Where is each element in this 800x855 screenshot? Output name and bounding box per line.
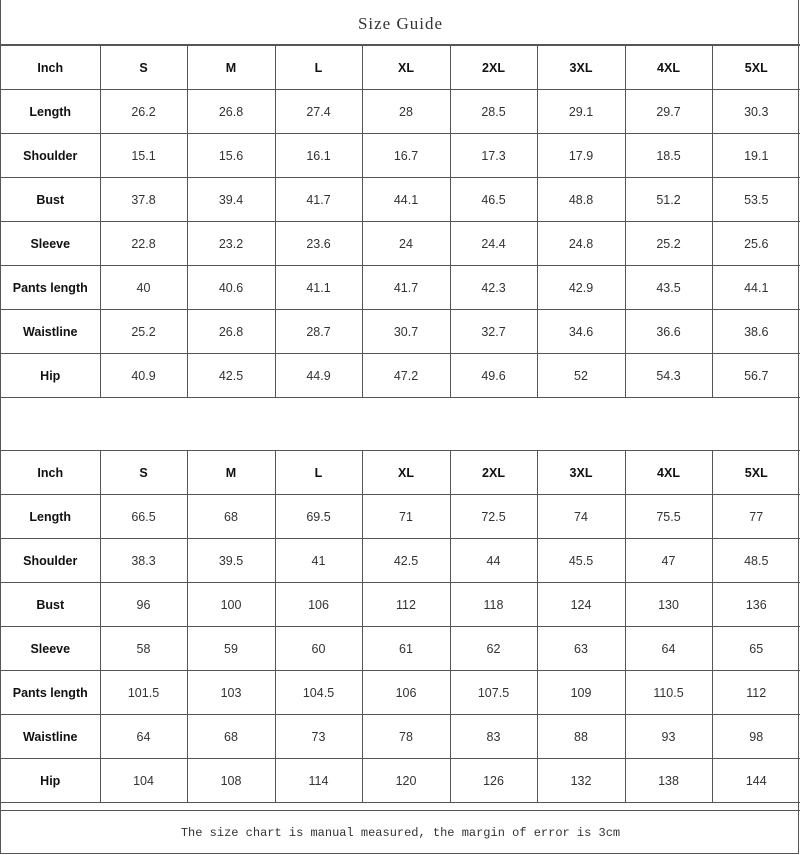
- measurement-label: Bust: [1, 583, 100, 627]
- size-header: 5XL: [712, 46, 800, 90]
- measurement-value: 29.7: [625, 90, 712, 134]
- measurement-value: 101.5: [100, 671, 187, 715]
- measurement-value: 40.6: [187, 266, 275, 310]
- measurement-value: 65: [712, 627, 800, 671]
- measurement-value: 19.1: [712, 134, 800, 178]
- measurement-value: 17.9: [537, 134, 625, 178]
- measurement-value: 40.9: [100, 354, 187, 398]
- measurement-label: Hip: [1, 354, 100, 398]
- measurement-value: 64: [100, 715, 187, 759]
- measurement-value: 52: [537, 354, 625, 398]
- size-header: 4XL: [625, 46, 712, 90]
- size-header: 4XL: [625, 451, 712, 495]
- size-header: XL: [362, 451, 450, 495]
- unit-header: Inch: [1, 46, 100, 90]
- measurement-label: Pants length: [1, 266, 100, 310]
- measurement-value: 54.3: [625, 354, 712, 398]
- measurement-value: 47: [625, 539, 712, 583]
- measurement-value: 56.7: [712, 354, 800, 398]
- measurement-value: 118: [450, 583, 537, 627]
- table-row: [1, 627, 800, 671]
- table-row: [1, 354, 800, 398]
- size-header: S: [100, 451, 187, 495]
- measurement-label: Sleeve: [1, 627, 100, 671]
- measurement-value: 69.5: [275, 495, 362, 539]
- measurement-value: 144: [712, 759, 800, 803]
- measurement-value: 27.4: [275, 90, 362, 134]
- measurement-value: 23.6: [275, 222, 362, 266]
- table-row: [1, 222, 800, 266]
- measurement-value: 30.3: [712, 90, 800, 134]
- measurement-label: Pants length: [1, 671, 100, 715]
- measurement-value: 93: [625, 715, 712, 759]
- measurement-value: 40: [100, 266, 187, 310]
- measurement-value: 44.1: [712, 266, 800, 310]
- measurement-value: 16.7: [362, 134, 450, 178]
- measurement-value: 41.1: [275, 266, 362, 310]
- measurement-value: 34.6: [537, 310, 625, 354]
- measurement-value: 24.8: [537, 222, 625, 266]
- size-table-cm: [1, 450, 800, 803]
- measurement-label: Bust: [1, 178, 100, 222]
- measurement-value: 58: [100, 627, 187, 671]
- measurement-value: 114: [275, 759, 362, 803]
- measurement-value: 107.5: [450, 671, 537, 715]
- measurement-label: Shoulder: [1, 539, 100, 583]
- page-title: Size Guide: [1, 0, 800, 45]
- size-header: L: [275, 46, 362, 90]
- table-row: [1, 134, 800, 178]
- table-row: [1, 266, 800, 310]
- measurement-value: 18.5: [625, 134, 712, 178]
- measurement-value: 41.7: [275, 178, 362, 222]
- measurement-value: 32.7: [450, 310, 537, 354]
- measurement-value: 59: [187, 627, 275, 671]
- measurement-value: 29.1: [537, 90, 625, 134]
- measurement-value: 71: [362, 495, 450, 539]
- measurement-value: 44.1: [362, 178, 450, 222]
- measurement-value: 25.6: [712, 222, 800, 266]
- table-row: [1, 583, 800, 627]
- measurement-value: 77: [712, 495, 800, 539]
- size-header: M: [187, 46, 275, 90]
- measurement-value: 103: [187, 671, 275, 715]
- table-row: [1, 310, 800, 354]
- size-header: 2XL: [450, 451, 537, 495]
- measurement-value: 28.5: [450, 90, 537, 134]
- measurement-value: 100: [187, 583, 275, 627]
- measurement-value: 23.2: [187, 222, 275, 266]
- size-header: XL: [362, 46, 450, 90]
- table-row: [1, 495, 800, 539]
- measurement-value: 44: [450, 539, 537, 583]
- measurement-value: 42.5: [362, 539, 450, 583]
- measurement-value: 132: [537, 759, 625, 803]
- table-row: [1, 759, 800, 803]
- measurement-value: 83: [450, 715, 537, 759]
- size-header: L: [275, 451, 362, 495]
- measurement-value: 48.8: [537, 178, 625, 222]
- measurement-value: 108: [187, 759, 275, 803]
- measurement-value: 47.2: [362, 354, 450, 398]
- size-table-inch: [1, 45, 800, 398]
- measurement-value: 110.5: [625, 671, 712, 715]
- measurement-label: Sleeve: [1, 222, 100, 266]
- measurement-value: 138: [625, 759, 712, 803]
- measurement-value: 44.9: [275, 354, 362, 398]
- measurement-footnote: The size chart is manual measured, the margin of error is 3cm: [1, 810, 800, 854]
- measurement-value: 112: [712, 671, 800, 715]
- measurement-label: Hip: [1, 759, 100, 803]
- measurement-value: 104: [100, 759, 187, 803]
- measurement-value: 136: [712, 583, 800, 627]
- header-row: [1, 451, 800, 495]
- measurement-value: 109: [537, 671, 625, 715]
- measurement-value: 45.5: [537, 539, 625, 583]
- measurement-value: 26.2: [100, 90, 187, 134]
- measurement-value: 16.1: [275, 134, 362, 178]
- measurement-value: 75.5: [625, 495, 712, 539]
- measurement-value: 15.6: [187, 134, 275, 178]
- measurement-value: 68: [187, 495, 275, 539]
- measurement-label: Waistline: [1, 310, 100, 354]
- measurement-value: 112: [362, 583, 450, 627]
- measurement-value: 61: [362, 627, 450, 671]
- measurement-value: 26.8: [187, 90, 275, 134]
- measurement-label: Shoulder: [1, 134, 100, 178]
- table-spacer: [1, 405, 800, 450]
- measurement-value: 25.2: [625, 222, 712, 266]
- measurement-value: 96: [100, 583, 187, 627]
- table-row: [1, 178, 800, 222]
- measurement-value: 74: [537, 495, 625, 539]
- measurement-value: 17.3: [450, 134, 537, 178]
- measurement-value: 66.5: [100, 495, 187, 539]
- measurement-value: 106: [275, 583, 362, 627]
- measurement-value: 64: [625, 627, 712, 671]
- measurement-value: 120: [362, 759, 450, 803]
- measurement-value: 25.2: [100, 310, 187, 354]
- measurement-value: 49.6: [450, 354, 537, 398]
- measurement-value: 42.3: [450, 266, 537, 310]
- size-header: 5XL: [712, 451, 800, 495]
- size-header: 3XL: [537, 451, 625, 495]
- measurement-value: 126: [450, 759, 537, 803]
- measurement-value: 41.7: [362, 266, 450, 310]
- measurement-value: 78: [362, 715, 450, 759]
- measurement-value: 98: [712, 715, 800, 759]
- measurement-value: 104.5: [275, 671, 362, 715]
- measurement-value: 24.4: [450, 222, 537, 266]
- measurement-value: 26.8: [187, 310, 275, 354]
- table-row: [1, 539, 800, 583]
- table-row: [1, 715, 800, 759]
- measurement-value: 38.6: [712, 310, 800, 354]
- measurement-value: 38.3: [100, 539, 187, 583]
- measurement-value: 28: [362, 90, 450, 134]
- measurement-value: 63: [537, 627, 625, 671]
- unit-header: Inch: [1, 451, 100, 495]
- measurement-value: 88: [537, 715, 625, 759]
- measurement-value: 42.5: [187, 354, 275, 398]
- measurement-value: 62: [450, 627, 537, 671]
- measurement-value: 106: [362, 671, 450, 715]
- measurement-value: 15.1: [100, 134, 187, 178]
- measurement-value: 124: [537, 583, 625, 627]
- measurement-value: 41: [275, 539, 362, 583]
- header-row: [1, 46, 800, 90]
- measurement-value: 28.7: [275, 310, 362, 354]
- measurement-value: 39.5: [187, 539, 275, 583]
- measurement-value: 42.9: [537, 266, 625, 310]
- table-row: [1, 90, 800, 134]
- measurement-value: 53.5: [712, 178, 800, 222]
- measurement-value: 36.6: [625, 310, 712, 354]
- measurement-value: 39.4: [187, 178, 275, 222]
- measurement-value: 60: [275, 627, 362, 671]
- measurement-value: 51.2: [625, 178, 712, 222]
- measurement-value: 37.8: [100, 178, 187, 222]
- size-header: 2XL: [450, 46, 537, 90]
- size-header: M: [187, 451, 275, 495]
- measurement-label: Length: [1, 495, 100, 539]
- measurement-value: 72.5: [450, 495, 537, 539]
- measurement-value: 22.8: [100, 222, 187, 266]
- measurement-value: 130: [625, 583, 712, 627]
- measurement-value: 68: [187, 715, 275, 759]
- measurement-value: 30.7: [362, 310, 450, 354]
- measurement-value: 73: [275, 715, 362, 759]
- measurement-value: 24: [362, 222, 450, 266]
- measurement-value: 43.5: [625, 266, 712, 310]
- measurement-value: 46.5: [450, 178, 537, 222]
- measurement-label: Length: [1, 90, 100, 134]
- size-header: S: [100, 46, 187, 90]
- size-header: 3XL: [537, 46, 625, 90]
- measurement-label: Waistline: [1, 715, 100, 759]
- measurement-value: 48.5: [712, 539, 800, 583]
- table-row: [1, 671, 800, 715]
